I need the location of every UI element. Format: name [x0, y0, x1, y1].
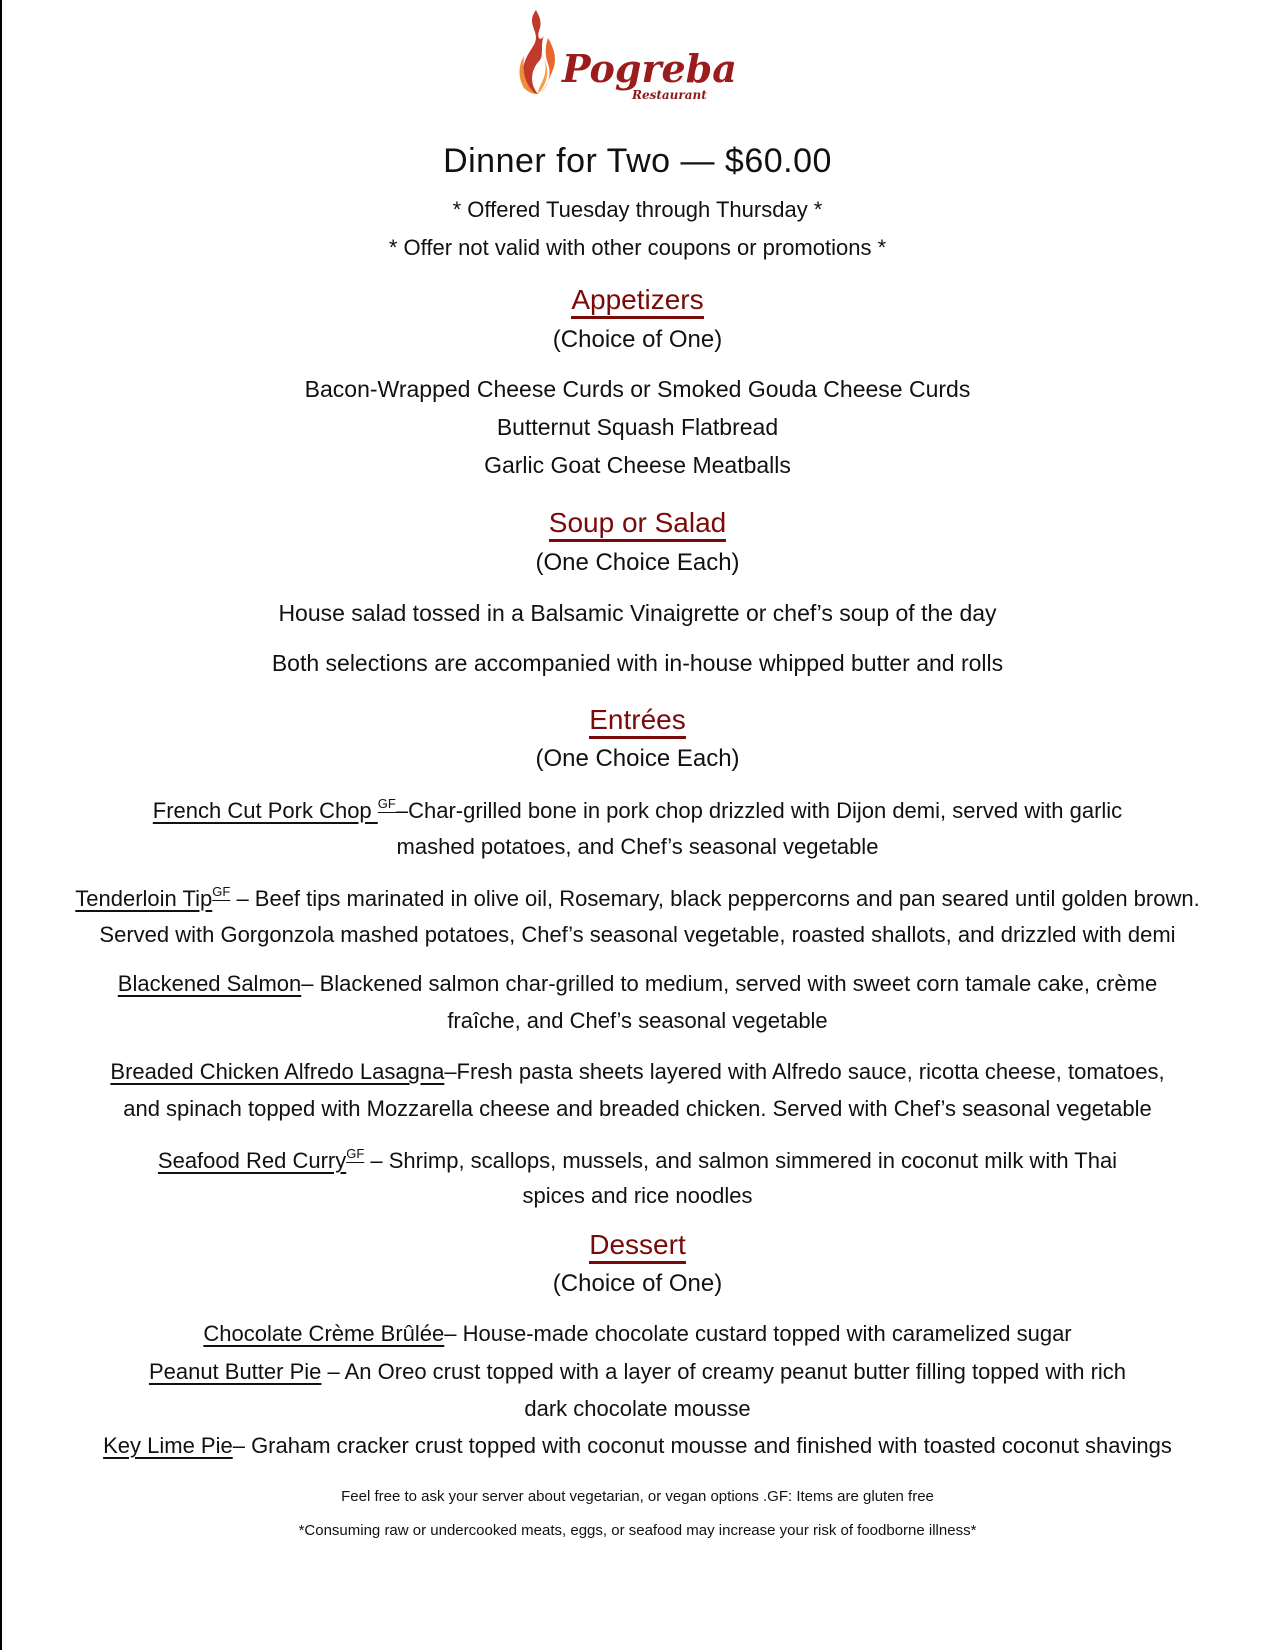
- dietary-note: Feel free to ask your server about vegetarian, or vegan options .GF: Items are gluten free: [341, 1488, 934, 1505]
- gluten-free-badge: GF: [346, 1146, 365, 1161]
- entree-description: – Shrimp, scallops, mussels, and salmon simmered in coconut milk with Thai: [364, 1148, 1118, 1173]
- entree-description-cont: mashed potatoes, and Chef’s seasonal vegetable: [396, 834, 879, 859]
- soup-salad-item: House salad tossed in a Balsamic Vinaigrette or chef’s soup of the day: [278, 600, 997, 626]
- restaurant-logo: [514, 8, 737, 102]
- entree-item: [0, 796, 1275, 824]
- soup-salad-item: Both selections are accompanied with in-house whipped butter and rolls: [271, 650, 1004, 676]
- dessert-choice-note: (Choice of One): [552, 1270, 723, 1297]
- dessert-name: Key Lime Pie: [103, 1433, 233, 1458]
- entree-item: [0, 971, 1275, 997]
- offer-validity-note: * Offer not valid with other coupons or promotions *: [388, 235, 887, 260]
- entree-name: Breaded Chicken Alfredo Lasagna: [110, 1059, 445, 1084]
- dessert-description: – An Oreo crust topped with a layer of creamy peanut butter filling topped with rich: [321, 1359, 1127, 1384]
- entree-description: – Beef tips marinated in olive oil, Rosemary, black peppercorns and pan seared until golden brown.: [230, 886, 1200, 911]
- dessert-name: Peanut Butter Pie: [148, 1359, 322, 1384]
- offer-days-note: * Offered Tuesday through Thursday *: [452, 197, 823, 222]
- section-heading-dessert: Dessert: [0, 1229, 1275, 1261]
- appetizer-item: Butternut Squash Flatbread: [496, 414, 779, 440]
- appetizer-item: Garlic Goat Cheese Meatballs: [484, 452, 791, 478]
- entree-name: Tenderloin Tip: [75, 886, 213, 911]
- entree-item: [0, 884, 1275, 912]
- entree-name: Seafood Red Curry: [157, 1148, 347, 1173]
- entree-description: –Fresh pasta sheets layered with Alfredo sauce, ricotta cheese, tomatoes,: [444, 1059, 1165, 1084]
- food-safety-disclaimer: *Consuming raw or undercooked meats, eggs, or seafood may increase your risk of foodborne illness*: [298, 1522, 977, 1539]
- section-heading-entrees: Entrées: [0, 704, 1275, 736]
- appetizer-item: Bacon-Wrapped Cheese Curds or Smoked Gouda Cheese Curds: [304, 376, 971, 402]
- dessert-name: Chocolate Crème Brûlée: [203, 1321, 445, 1346]
- dessert-description-cont: dark chocolate mousse: [524, 1396, 751, 1421]
- entree-description-cont: Served with Gorgonzola mashed potatoes, Chef’s seasonal vegetable, roasted shallots, and drizzled with demi: [99, 922, 1176, 947]
- section-heading-appetizers: Appetizers: [0, 284, 1275, 316]
- dessert-item: [0, 1321, 1275, 1347]
- menu-title: Dinner for Two — $60.00: [443, 142, 832, 180]
- restaurant-name: Pogreba: [562, 46, 737, 91]
- gluten-free-badge: GF: [212, 884, 231, 899]
- entree-description: – Blackened salmon char-grilled to medium, served with sweet corn tamale cake, crème: [301, 971, 1158, 996]
- gluten-free-badge: GF: [377, 796, 396, 811]
- entree-item: [0, 1059, 1275, 1085]
- entree-description-cont: spices and rice noodles: [522, 1183, 753, 1208]
- dessert-item: [0, 1359, 1275, 1385]
- entree-item: [0, 1146, 1275, 1174]
- entree-description-cont: fraîche, and Chef’s seasonal vegetable: [447, 1008, 828, 1033]
- entree-description: –Char-grilled bone in pork chop drizzled with Dijon demi, served with garlic: [395, 798, 1123, 823]
- dessert-description: – Graham cracker crust topped with coconut mousse and finished with toasted coconut shavings: [232, 1433, 1172, 1458]
- flame-icon: [514, 8, 562, 96]
- entree-name: Blackened Salmon: [117, 971, 302, 996]
- dessert-description: – House-made chocolate custard topped with caramelized sugar: [444, 1321, 1072, 1346]
- entree-name: French Cut Pork Chop: [152, 798, 378, 823]
- entree-description-cont: and spinach topped with Mozzarella cheese and breaded chicken. Served with Chef’s seasonal vegetable: [123, 1096, 1152, 1121]
- entrees-choice-note: (One Choice Each): [535, 745, 740, 772]
- restaurant-subtitle: Restaurant: [632, 88, 707, 102]
- section-heading-soup-salad: Soup or Salad: [0, 507, 1275, 539]
- appetizers-choice-note: (Choice of One): [552, 326, 723, 353]
- soup-salad-choice-note: (One Choice Each): [535, 549, 740, 576]
- dessert-item: [0, 1433, 1275, 1459]
